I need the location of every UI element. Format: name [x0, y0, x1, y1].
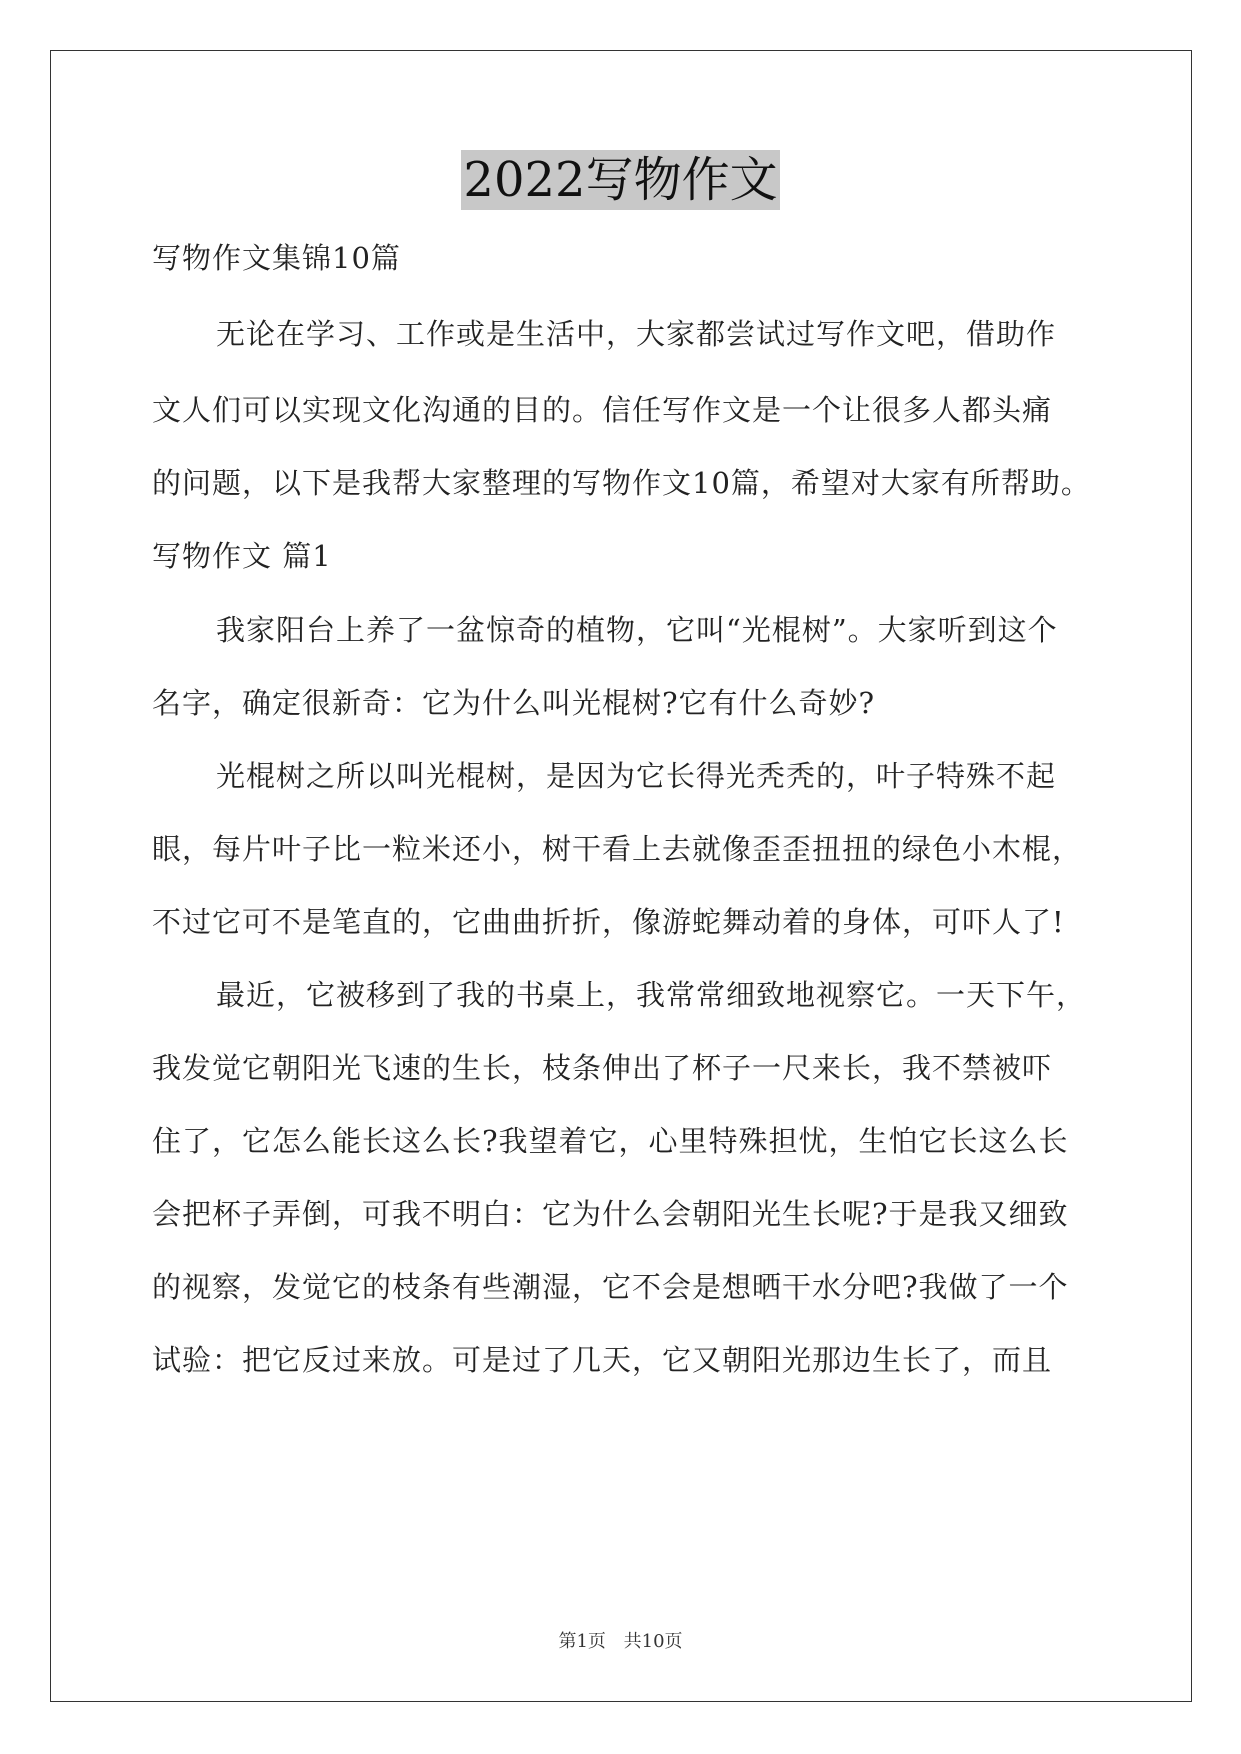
section-heading: 写物作文 篇1	[152, 539, 332, 573]
paragraph-line: 眼，每片叶子比一粒米还小，树干看上去就像歪歪扭扭的绿色小木棍，	[152, 832, 1083, 866]
page-total: 共10页	[623, 1631, 683, 1652]
document-title: 2022写物作文	[463, 152, 778, 208]
paragraph-line: 的视察，发觉它的枝条有些潮湿，它不会是想晒干水分吧?我做了一个	[152, 1270, 1069, 1304]
page-number: 第1页	[558, 1631, 606, 1652]
paragraph-line: 光棍树之所以叫光棍树，是因为它长得光秃秃的，叶子特殊不起	[216, 759, 1057, 793]
paragraph-line: 最近，它被移到了我的书桌上，我常常细致地视察它。一天下午，	[216, 978, 1087, 1012]
paragraph-line: 会把杯子弄倒，可我不明白：它为什么会朝阳光生长呢?于是我又细致	[152, 1197, 1069, 1231]
paragraph-line: 试验：把它反过来放。可是过了几天，它又朝阳光那边生长了，而且	[152, 1343, 1053, 1377]
paragraph-line: 我发觉它朝阳光飞速的生长，枝条伸出了杯子一尺来长，我不禁被吓	[152, 1051, 1053, 1085]
page-border	[50, 50, 1192, 1702]
page-footer	[0, 1627, 1241, 1653]
subtitle-line: 写物作文集锦10篇	[152, 241, 401, 275]
paragraph-line: 文人们可以实现文化沟通的目的。信任写作文是一个让很多人都头痛	[152, 393, 1053, 427]
paragraph-line: 无论在学习、工作或是生活中，大家都尝试过写作文吧，借助作	[216, 317, 1057, 351]
paragraph-line: 住了，它怎么能长这么长?我望着它，心里特殊担忧，生怕它长这么长	[152, 1124, 1069, 1158]
paragraph-line: 的问题，以下是我帮大家整理的写物作文10篇，希望对大家有所帮助。	[152, 466, 1091, 500]
paragraph-line: 名字，确定很新奇：它为什么叫光棍树?它有什么奇妙?	[152, 686, 876, 720]
title-container	[0, 150, 1241, 210]
paragraph-line: 不过它可不是笔直的，它曲曲折折，像游蛇舞动着的身体，可吓人了!	[152, 905, 1065, 939]
paragraph-line: 我家阳台上养了一盆惊奇的植物，它叫“光棍树”。大家听到这个	[216, 613, 1058, 647]
